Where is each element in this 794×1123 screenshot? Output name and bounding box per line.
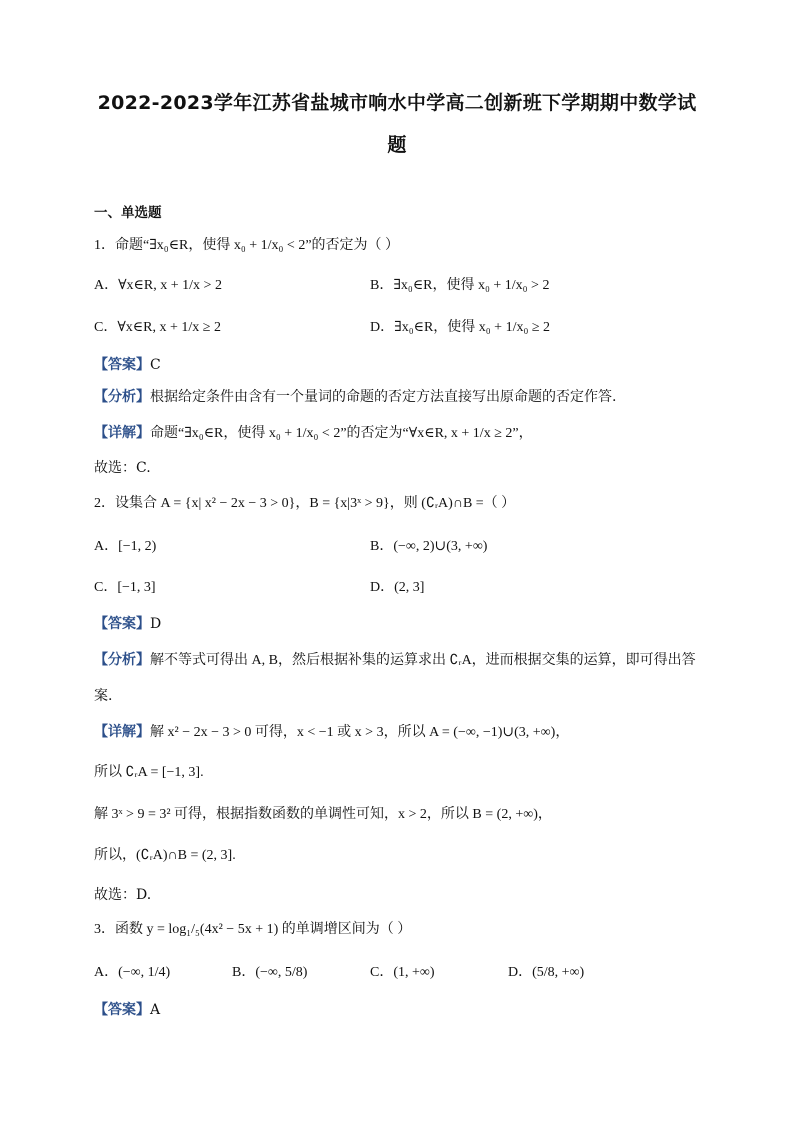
answer-tag: 【答案】	[94, 357, 150, 373]
q1-option-d: D．∃x₀∈R，使得 x₀ + 1/x₀ ≥ 2	[370, 320, 551, 335]
q1-stem: 1．命题“∃x₀∈R，使得 x₀ + 1/x₀ < 2”的否定为（ ）	[94, 238, 400, 253]
answer-value: D	[150, 616, 162, 632]
detail-text: 命题“∃x₀∈R，使得 x₀ + 1/x₀ < 2”的否定为“∀x∈R, x + 1/x ≥ 2”，	[150, 426, 533, 441]
q2-detail	[94, 722, 569, 743]
q2-answer	[94, 614, 161, 634]
q2-detail-line4: 所以，(∁ᵣA)∩B = (2, 3].	[94, 848, 236, 863]
q2-analysis-cont: 案.	[94, 688, 113, 704]
q1-option-b: B．∃x₀∈R，使得 x₀ + 1/x₀ > 2	[370, 278, 550, 293]
q3-option-c: C．(1, +∞)	[370, 965, 435, 980]
document-title-line2: 题	[387, 134, 407, 156]
q1-option-a: A．∀x∈R, x + 1/x > 2	[94, 278, 222, 293]
q2-detail-line3: 解 3ˣ > 9 = 3² 可得，根据指数函数的单调性可知，x > 2，所以 B = (2, +∞)，	[94, 807, 552, 822]
q2-detail-line2: 所以 ∁ᵣA = [−1, 3].	[94, 765, 204, 780]
document-title-line1: 2022-2023学年江苏省盐城市响水中学高二创新班下学期期中数学试	[97, 92, 697, 114]
q3-answer	[94, 1000, 160, 1020]
analysis-tag: 【分析】	[94, 652, 150, 668]
detail-tag: 【详解】	[94, 724, 150, 740]
analysis-text: 根据给定条件由含有一个量词的命题的否定方法直接写出原命题的否定作答.	[150, 389, 617, 405]
q2-choose: 故选：D.	[94, 887, 152, 903]
section-heading: 一、单选题	[94, 205, 162, 221]
q3-stem: 3．函数 y = log₁/₅(4x² − 5x + 1) 的单调增区间为（ ）	[94, 922, 412, 937]
q2-option-b: B．(−∞, 2)∪(3, +∞)	[370, 539, 488, 554]
q2-analysis	[94, 650, 696, 671]
answer-tag: 【答案】	[94, 1002, 150, 1018]
detail-text: 解 x² − 2x − 3 > 0 可得，x < −1 或 x > 3，所以 A = (−∞, −1)∪(3, +∞)，	[150, 725, 570, 740]
q1-answer	[94, 355, 161, 375]
answer-tag: 【答案】	[94, 616, 150, 632]
analysis-tag: 【分析】	[94, 389, 150, 405]
q1-detail	[94, 423, 533, 444]
q1-analysis	[94, 387, 616, 407]
detail-tag: 【详解】	[94, 425, 150, 441]
q3-option-a: A．(−∞, 1/4)	[94, 965, 171, 980]
q1-choose: 故选：C.	[94, 460, 151, 476]
q3-option-d: D．(5/8, +∞)	[508, 965, 585, 980]
q2-option-d: D．(2, 3]	[370, 580, 425, 595]
analysis-text: 解不等式可得出 A, B，然后根据补集的运算求出 ∁ᵣA，进而根据交集的运算，即可得出答	[150, 653, 696, 668]
q2-stem: 2．设集合 A = {x| x² − 2x − 3 > 0}，B = {x|3ˣ > 9}，则 (∁ᵣA)∩B =（ ）	[94, 496, 516, 511]
q2-option-a: A．[−1, 2)	[94, 539, 157, 554]
q2-option-c: C．[−1, 3]	[94, 580, 156, 595]
q1-option-c: C．∀x∈R, x + 1/x ≥ 2	[94, 320, 221, 335]
q3-option-b: B．(−∞, 5/8)	[232, 965, 308, 980]
answer-value: C	[150, 357, 161, 373]
answer-value: A	[150, 1002, 161, 1018]
